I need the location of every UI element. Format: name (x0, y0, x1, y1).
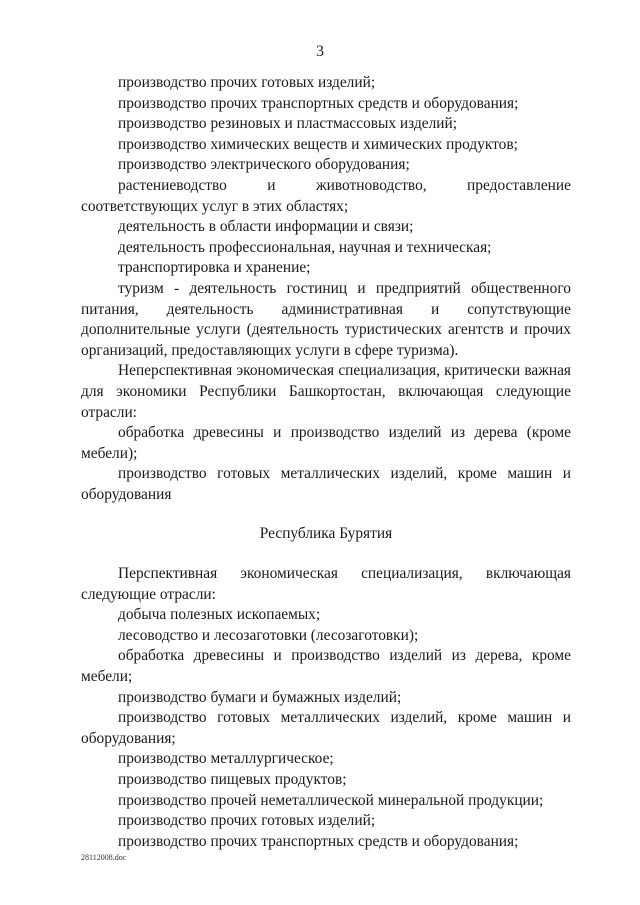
paragraph: добыча полезных ископаемых; (118, 606, 321, 624)
paragraph: производство химических веществ и химических продуктов; (118, 135, 518, 153)
paragraph: производство прочих готовых изделий; (118, 812, 376, 830)
document-body (81, 73, 571, 852)
paragraph: транспортировка и хранение; (118, 259, 311, 277)
paragraph: Неперспективная экономическая специализация, критически важная для экономики Республики Башкортостан, включающая следующие отрасли: (81, 362, 571, 421)
paragraph: производство бумаги и бумажных изделий; (118, 688, 402, 706)
paragraph: производство пищевых продуктов; (118, 771, 347, 788)
paragraph: Перспективная экономическая специализация, включающая следующие отрасли: (81, 565, 571, 603)
paragraph: обработка древесины и производство изделий из дерева (кроме мебели); (81, 424, 571, 462)
footer-filename: 28112008.doc (81, 853, 127, 862)
paragraph: производство прочих транспортных средств и оборудования; (118, 832, 519, 850)
paragraph: производство прочих готовых изделий; (118, 74, 376, 91)
paragraph: деятельность в области информации и связи; (118, 218, 414, 236)
section-heading: Республика Бурятия (259, 525, 393, 543)
paragraph: производство электрического оборудования; (118, 156, 410, 174)
paragraph: производство металлургическое; (118, 750, 334, 768)
paragraph: обработка древесины и производство изделий из дерева, кроме мебели; (81, 647, 571, 686)
page-number: 3 (316, 43, 324, 60)
paragraph: производство прочих транспортных средств и оборудования; (118, 94, 519, 112)
paragraph: растениеводство и животноводство, предоставление соответствующих услуг в этих областях; (81, 176, 571, 215)
paragraph: деятельность профессиональная, научная и техническая; (118, 238, 492, 256)
paragraph: лесоводство и лесозаготовки (лесозаготовки); (118, 626, 419, 644)
paragraph: производство прочей неметаллической минеральной продукции; (118, 791, 544, 809)
paragraph: производство резиновых и пластмассовых изделий; (118, 115, 458, 133)
paragraph: туризм - деятельность гостиниц и предприятий общественного питания, деятельность административная и сопутствующие дополнительные услуги (деятельность туристических агентств и прочих организаций, предоставляющих услуги в сфере туризма). (81, 279, 571, 359)
paragraph: производство готовых металлических изделий, кроме машин и оборудования (81, 465, 571, 503)
paragraph: производство готовых металлических изделий, кроме машин и оборудования; (81, 709, 571, 747)
